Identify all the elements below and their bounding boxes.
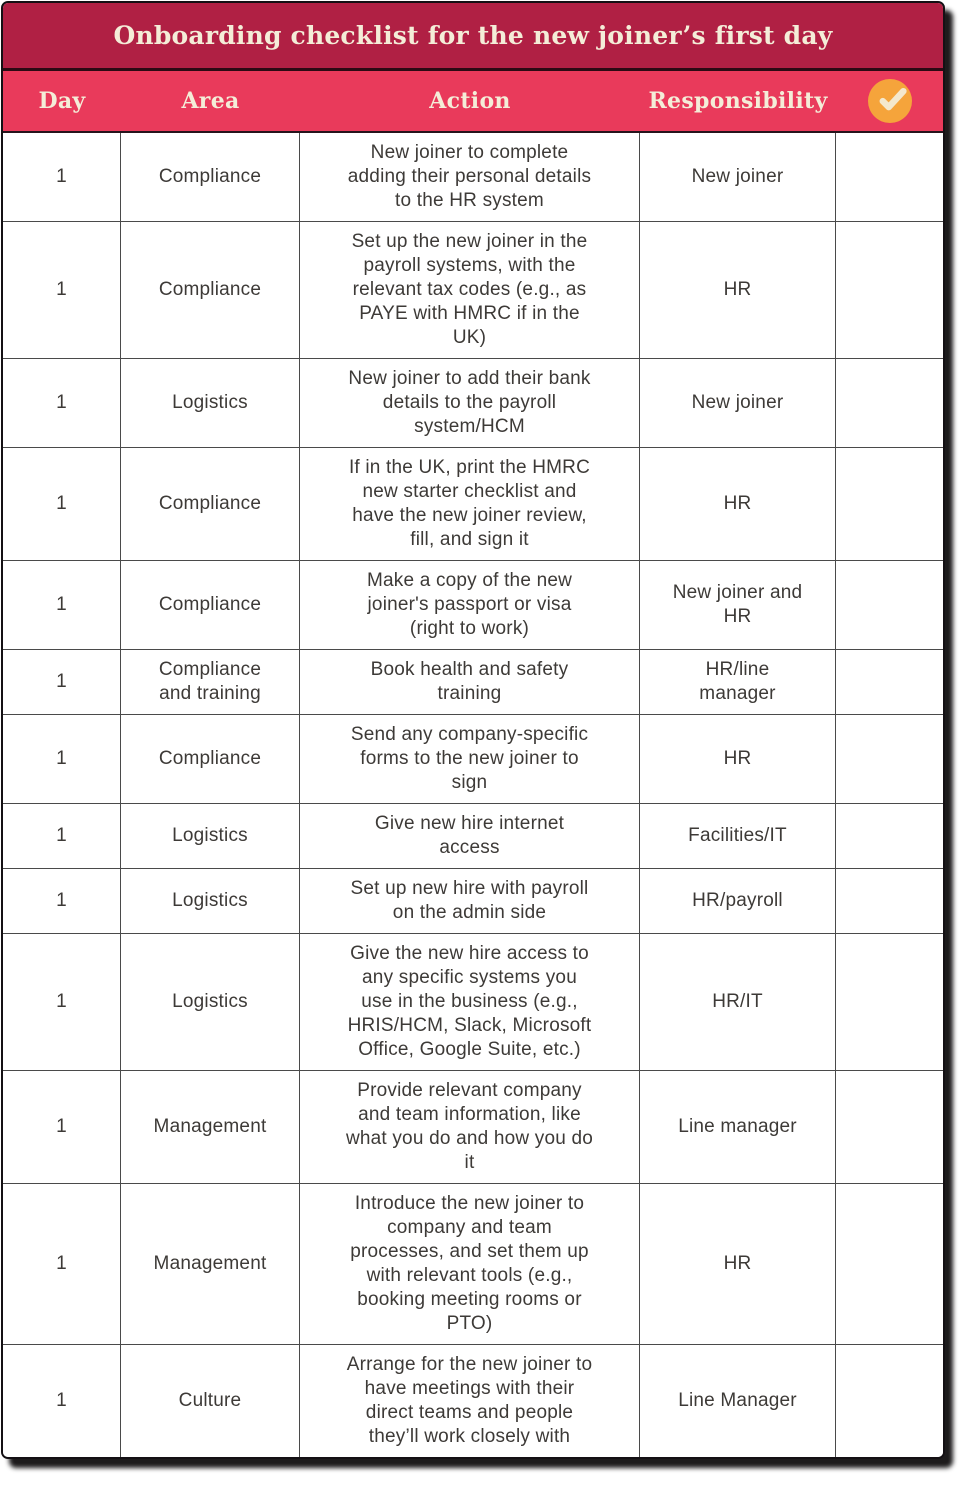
table-row — [3, 1345, 943, 1457]
cell-checkbox[interactable] — [836, 715, 943, 803]
cell-area: Logistics — [121, 359, 300, 447]
cell-day: 1 — [3, 1345, 121, 1457]
cell-action: New joiner to complete adding their personal details to the HR system — [300, 133, 640, 221]
cell-area: Logistics — [121, 869, 300, 933]
table-row — [3, 934, 943, 1071]
cell-action: New joiner to add their bank details to the payroll system/HCM — [300, 359, 640, 447]
cell-checkbox[interactable] — [836, 1345, 943, 1457]
cell-day: 1 — [3, 222, 121, 358]
table-row — [3, 804, 943, 869]
cell-action: Make a copy of the new joiner's passport or visa (right to work) — [300, 561, 640, 649]
table-row — [3, 869, 943, 934]
cell-day: 1 — [3, 359, 121, 447]
cell-area: Compliance — [121, 561, 300, 649]
cell-area: Compliance — [121, 222, 300, 358]
cell-day: 1 — [3, 1184, 121, 1344]
cell-action: Set up new hire with payroll on the admin side — [300, 869, 640, 933]
table-title-bar — [3, 3, 943, 71]
onboarding-checklist-table — [1, 1, 945, 1459]
cell-action: Arrange for the new joiner to have meetings with their direct teams and people they’ll work closely with — [300, 1345, 640, 1457]
page-title: Onboarding checklist for the new joiner’s first day — [113, 21, 833, 50]
cell-responsibility: HR/line manager — [640, 650, 836, 714]
cell-checkbox[interactable] — [836, 133, 943, 221]
cell-area: Management — [121, 1071, 300, 1183]
check-icon — [868, 79, 912, 123]
column-header-area: Area — [181, 88, 240, 114]
cell-responsibility: New joiner and HR — [640, 561, 836, 649]
cell-checkbox[interactable] — [836, 869, 943, 933]
cell-responsibility: HR — [640, 1184, 836, 1344]
cell-responsibility: Facilities/IT — [640, 804, 836, 868]
column-header-day: Day — [38, 88, 86, 114]
cell-area: Culture — [121, 1345, 300, 1457]
cell-area: Management — [121, 1184, 300, 1344]
cell-area: Logistics — [121, 804, 300, 868]
table-row — [3, 133, 943, 222]
table-row — [3, 715, 943, 804]
cell-day: 1 — [3, 133, 121, 221]
cell-area: Compliance — [121, 448, 300, 560]
cell-checkbox[interactable] — [836, 934, 943, 1070]
cell-area: Compliance — [121, 133, 300, 221]
cell-checkbox[interactable] — [836, 650, 943, 714]
cell-checkbox[interactable] — [836, 561, 943, 649]
column-header-responsibility: Responsibility — [648, 88, 828, 114]
cell-day: 1 — [3, 869, 121, 933]
cell-action: If in the UK, print the HMRC new starter checklist and have the new joiner review, fill, and sign it — [300, 448, 640, 560]
table-row — [3, 561, 943, 650]
cell-responsibility: Line Manager — [640, 1345, 836, 1457]
cell-action: Set up the new joiner in the payroll systems, with the relevant tax codes (e.g., as PAYE with HMRC if in the UK) — [300, 222, 640, 358]
cell-day: 1 — [3, 804, 121, 868]
cell-responsibility: HR — [640, 222, 836, 358]
cell-day: 1 — [3, 448, 121, 560]
cell-area: Compliance — [121, 715, 300, 803]
cell-checkbox[interactable] — [836, 359, 943, 447]
column-header-action: Action — [429, 88, 511, 114]
cell-action: Send any company-specific forms to the new joiner to sign — [300, 715, 640, 803]
cell-responsibility: New joiner — [640, 359, 836, 447]
cell-day: 1 — [3, 1071, 121, 1183]
table-body — [3, 133, 943, 1457]
cell-day: 1 — [3, 715, 121, 803]
cell-checkbox[interactable] — [836, 222, 943, 358]
column-header-done — [836, 71, 943, 131]
cell-action: Give the new hire access to any specific systems you use in the business (e.g., HRIS/HCM, Slack, Microsoft Office, Google Suite, etc.) — [300, 934, 640, 1070]
table-row — [3, 448, 943, 561]
table-row — [3, 1184, 943, 1345]
cell-responsibility: HR/payroll — [640, 869, 836, 933]
table-row — [3, 650, 943, 715]
cell-checkbox[interactable] — [836, 1184, 943, 1344]
table-row — [3, 222, 943, 359]
cell-responsibility: HR — [640, 448, 836, 560]
cell-day: 1 — [3, 934, 121, 1070]
cell-responsibility: Line manager — [640, 1071, 836, 1183]
cell-checkbox[interactable] — [836, 448, 943, 560]
table-row — [3, 1071, 943, 1184]
cell-area: Compliance and training — [121, 650, 300, 714]
cell-action: Introduce the new joiner to company and team processes, and set them up with relevant tools (e.g., booking meeting rooms or PTO) — [300, 1184, 640, 1344]
cell-action: Provide relevant company and team information, like what you do and how you do it — [300, 1071, 640, 1183]
table-row — [3, 359, 943, 448]
cell-area: Logistics — [121, 934, 300, 1070]
cell-responsibility: New joiner — [640, 133, 836, 221]
cell-day: 1 — [3, 561, 121, 649]
cell-action: Give new hire internet access — [300, 804, 640, 868]
cell-checkbox[interactable] — [836, 1071, 943, 1183]
cell-responsibility: HR — [640, 715, 836, 803]
table-header-row — [3, 71, 943, 133]
cell-action: Book health and safety training — [300, 650, 640, 714]
cell-day: 1 — [3, 650, 121, 714]
cell-checkbox[interactable] — [836, 804, 943, 868]
cell-responsibility: HR/IT — [640, 934, 836, 1070]
